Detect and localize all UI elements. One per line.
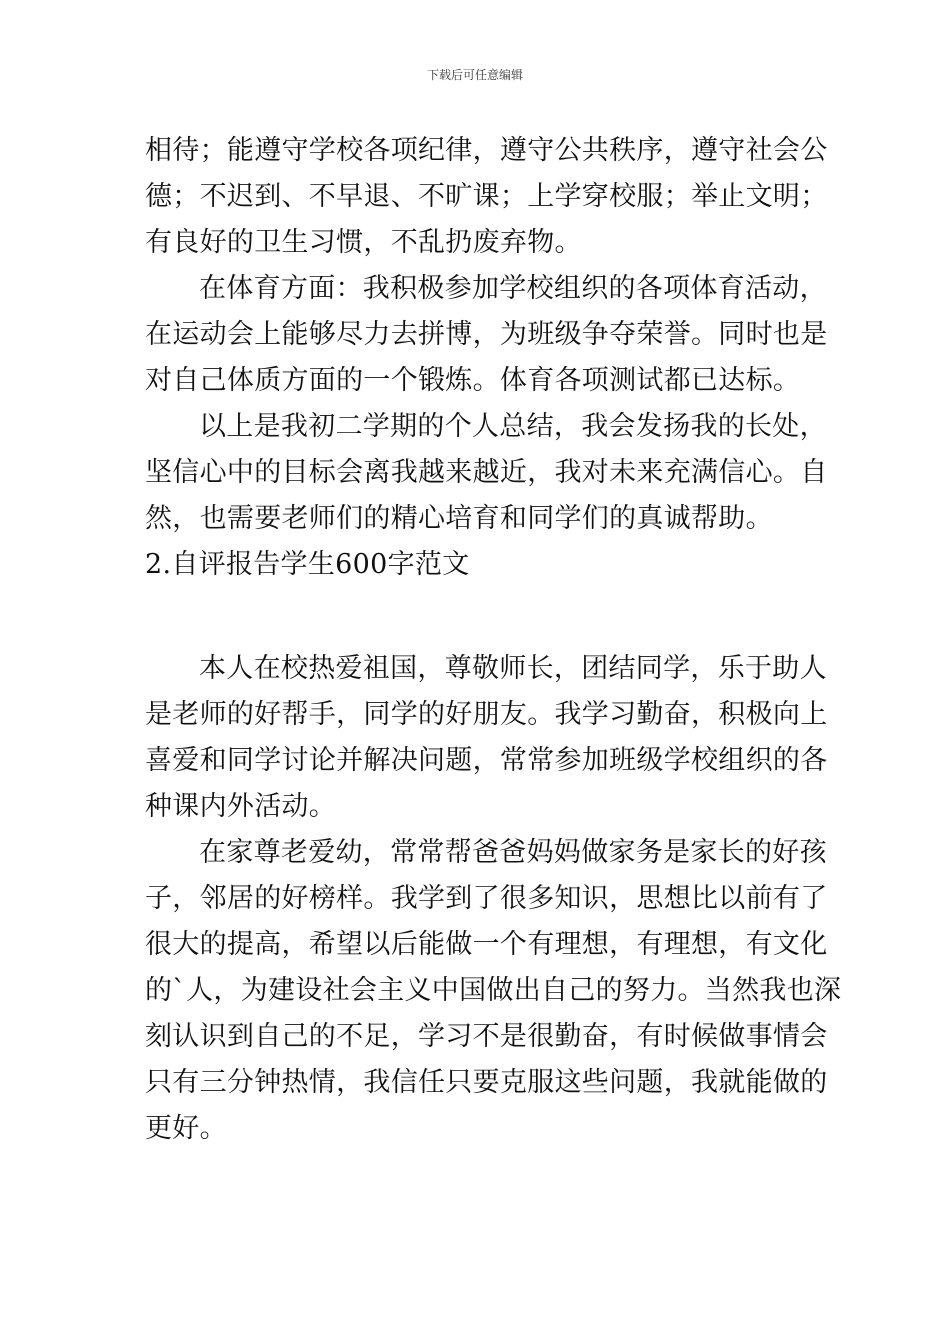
- text-line: 在家尊老爱幼，常常帮爸爸妈妈做家务是家长的好孩: [199, 837, 827, 868]
- paragraph-home: [145, 830, 842, 1152]
- text-line: 本人在校热爱祖国，尊敬师长，团结同学，乐于助人: [199, 653, 827, 684]
- page-header: 下载后可任意编辑: [426, 68, 523, 82]
- text-line: 相待；能遵守学校各项纪律，遵守公共秩序，遵守社会公: [145, 135, 828, 166]
- text-line: 在体育方面：我积极参加学校组织的各项体育活动，: [199, 273, 827, 304]
- section-heading: 2.自评报告学生600字范文: [145, 549, 470, 580]
- spacer: [145, 588, 807, 646]
- text-line: 种课内外活动。: [145, 791, 337, 822]
- text-line: 喜爱和同学讨论并解决问题，常常参加班级学校组织的各: [145, 745, 828, 776]
- text-line: 对自己体质方面的一个锻炼。体育各项测试都已达标。: [145, 365, 801, 396]
- document-body: [145, 128, 842, 1152]
- paragraph-school: [145, 646, 828, 830]
- text-line: 坚信心中的目标会离我越来越近，我对未来充满信心。自: [145, 457, 828, 488]
- text-line: 是老师的好帮手，同学的好朋友。我学习勤奋，积极向上: [145, 699, 828, 730]
- text-line: 刻认识到自己的不足，学习不是很勤奋，有时候做事情会: [145, 1021, 828, 1052]
- paragraph-conduct: [145, 128, 828, 266]
- text-line: 德；不迟到、不早退、不旷课；上学穿校服；举止文明；: [145, 181, 828, 212]
- text-line: 很大的提高，希望以后能做一个有理想，有理想，有文化: [145, 929, 828, 960]
- text-line: 有良好的卫生习惯，不乱扔废弃物。: [145, 227, 582, 258]
- paragraph-sports: [145, 266, 828, 404]
- text-line: 更好。: [145, 1113, 227, 1144]
- text-line: 子，邻居的好榜样。我学到了很多知识，思想比以前有了: [145, 883, 828, 914]
- paragraph-summary: [145, 404, 828, 542]
- text-line: 然，也需要老师们的精心培育和同学们的真诚帮助。: [145, 503, 773, 534]
- text-line: 只有三分钟热情，我信任只要克服这些问题，我就能做的: [145, 1067, 828, 1098]
- text-line: 在运动会上能够尽力去拼博，为班级争夺荣誉。同时也是: [145, 319, 828, 350]
- text-line: 以上是我初二学期的个人总结，我会发扬我的长处，: [199, 411, 827, 442]
- text-line: 的`人，为建设社会主义中国做出自己的努力。当然我也深: [145, 975, 842, 1006]
